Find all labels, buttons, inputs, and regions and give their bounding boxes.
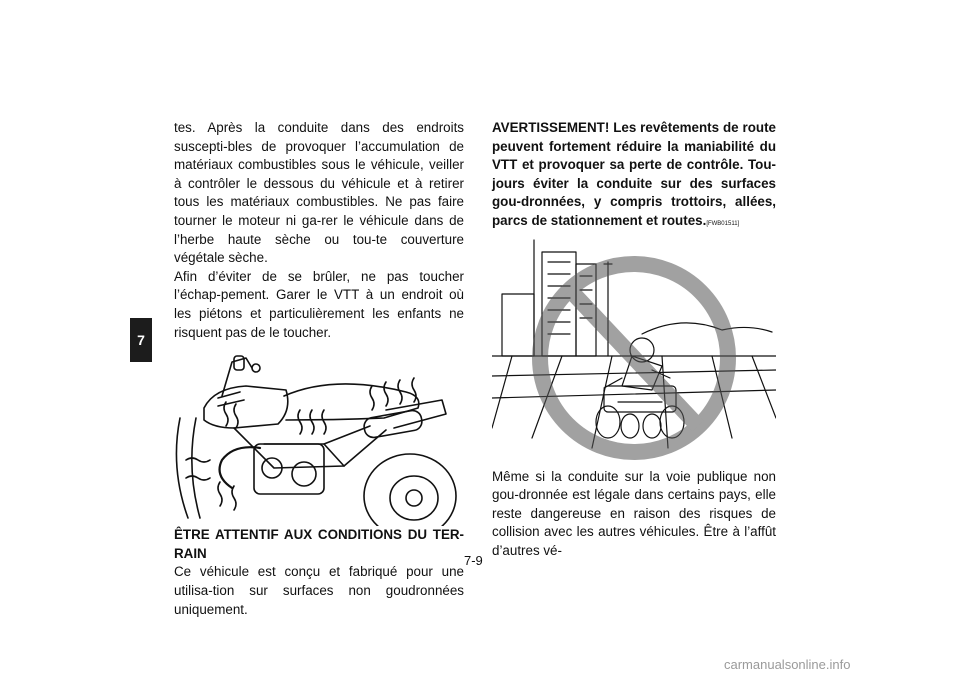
no-atv-on-pavement-illustration (492, 238, 776, 468)
page-number: 7-9 (464, 553, 483, 568)
section-heading-terrain: ÊTRE ATTENTIF AUX CONDITIONS DU TER-RAIN (174, 527, 464, 561)
left-column (174, 119, 464, 619)
paragraph-public-road: Même si la conduite sur la voie publique non gou-dronnée est légale dans certains pays, elle reste dangereuse en raison des risques de collision avec les autres véhicules. Être à l’affût d’autres vé- (492, 468, 776, 558)
atv-hot-exhaust-illustration (174, 348, 464, 526)
warning-paved-surfaces (492, 119, 776, 234)
chapter-tab-number: 7 (137, 332, 145, 348)
paragraph-unpaved-use: Ce véhicule est conçu et fabriqué pour une utilisa-tion sur surfaces non goudronnées uniquement. (174, 564, 464, 617)
chapter-tab (130, 318, 152, 362)
paragraph-heat-hazard: tes. Après la conduite dans des endroits suscepti-bles de provoquer l’accumulation de matériaux combustibles sous le véhicule, veiller à contrôler le dessous du véhicule et à retirer tous les matériaux combustibles. Ne pas faire tourner le moteur ni ga-rer le véhicule dans de l’herbe haute sèche ou tou-te couverture végétale sèche. (174, 120, 464, 266)
right-column (492, 119, 776, 561)
warning-code: [FWB01511] (706, 220, 740, 227)
watermark: carmanualsonline.info (724, 657, 851, 672)
paragraph-exhaust-burn: Afin d’éviter de se brûler, ne pas toucher l’échap-pement. Garer le VTT à un endroit où les piétons et particulièrement les enfants ne risquent pas de le toucher. (174, 268, 464, 340)
warning-text: AVERTISSEMENT! Les revêtements de route peuvent fortement réduire la maniabilité du VTT et provoquer sa perte de contrôle. Tou-jours éviter la conduite sur des surfaces gou-dronnées, y compris trottoirs, allées, parcs de stationnement et routes. (492, 120, 776, 228)
